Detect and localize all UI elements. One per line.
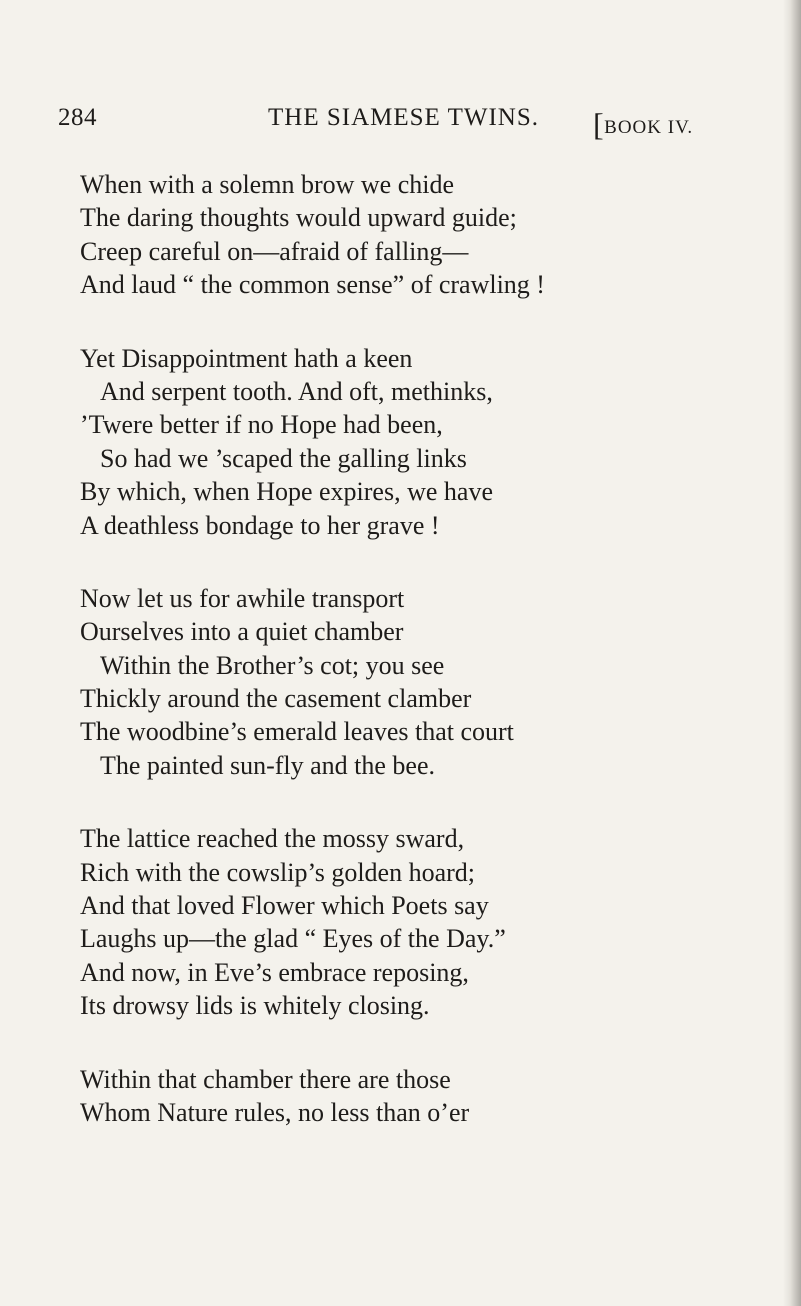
verse-line: The woodbine’s emerald leaves that court	[80, 717, 514, 747]
section-label	[593, 104, 693, 141]
verse-line: By which, when Hope expires, we have	[80, 477, 493, 507]
stanza	[0, 342, 801, 542]
verse-line: Whom Nature rules, no less than o’er	[80, 1097, 470, 1127]
stanza-break	[0, 1023, 801, 1063]
verse-line: Its drowsy lids is whitely closing.	[80, 991, 430, 1021]
verse-line: Yet Disappointment hath a keen	[80, 343, 413, 373]
verse-line: Ourselves into a quiet chamber	[80, 617, 404, 647]
section-bracket: [	[593, 106, 605, 142]
verse-line: And that loved Flower which Poets say	[80, 891, 489, 921]
verse-line: ’Twere better if no Hope had been,	[80, 410, 443, 440]
verse-line: The lattice reached the mossy sward,	[80, 824, 465, 854]
stanza	[0, 582, 801, 782]
verse-line: Within the Brother’s cot; you see	[100, 650, 445, 680]
page-header	[58, 104, 748, 140]
stanza-break	[0, 542, 801, 582]
verse-line: So had we ’scaped the galling links	[100, 443, 467, 473]
verse-line: The daring thoughts would upward guide;	[80, 203, 517, 233]
page-number: 284	[58, 104, 97, 131]
verse-line: The painted sun-fly and the bee.	[100, 750, 435, 780]
verse-line: Thickly around the casement clamber	[80, 684, 472, 714]
verse-line: When with a solemn brow we chide	[80, 170, 455, 199]
stanza	[0, 168, 801, 302]
verse-line: A deathless bondage to her grave !	[80, 510, 440, 540]
stanza	[0, 1063, 801, 1130]
section-text: BOOK IV.	[604, 117, 694, 138]
verse-line: Laughs up—the glad “ Eyes of the Day.”	[80, 924, 506, 954]
verse-line: And serpent tooth. And oft, methinks,	[100, 376, 493, 406]
verse-line: And laud “ the common sense” of crawling !	[80, 270, 545, 300]
stanza-break	[0, 782, 801, 822]
verse-line: Rich with the cowslip’s golden hoard;	[80, 857, 476, 887]
verse-line: Creep careful on—afraid of falling—	[80, 236, 469, 266]
verse-line: Now let us for awhile transport	[80, 583, 405, 613]
running-title: THE SIAMESE TWINS.	[268, 104, 540, 131]
poem-body	[0, 168, 801, 1129]
verse-line: And now, in Eve’s embrace reposing,	[80, 957, 469, 987]
verse-line: Within that chamber there are those	[80, 1064, 451, 1094]
stanza	[0, 822, 801, 1022]
stanza-break	[0, 302, 801, 342]
